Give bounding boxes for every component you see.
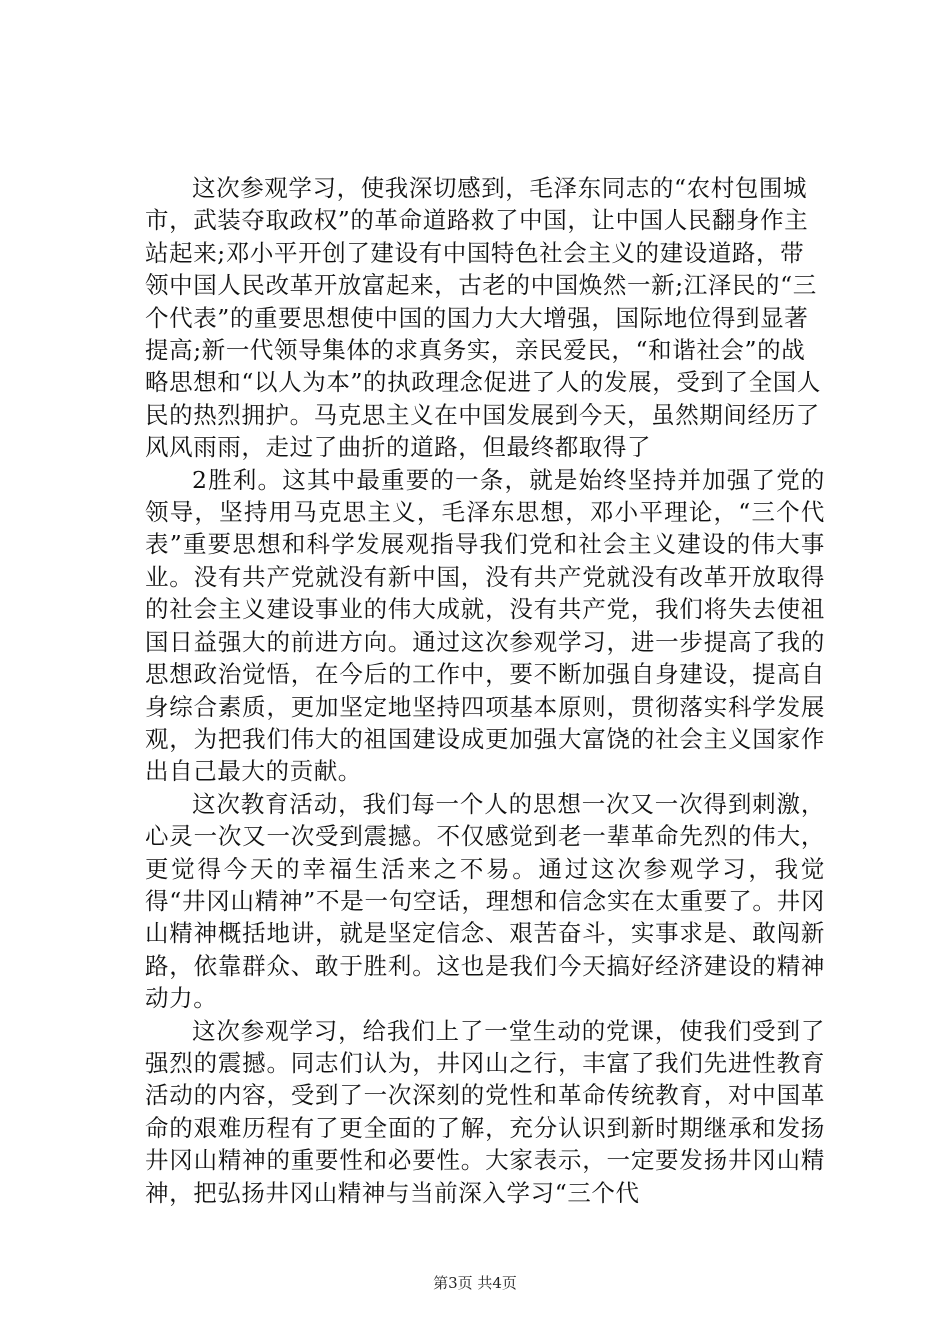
- paragraph-4: 这次参观学习，给我们上了一堂生动的党课，使我们受到了强烈的震撼。同志们认为，井冈山之行，丰富了我们先进性教育活动的内容，受到了一次深刻的党性和革命传统教育，对中国革命的艰难历程有了更全面的了解，充分认识到新时期继承和发扬井冈山精神的重要性和必要性。大家表示，一定要发扬井冈山精神，把弘扬井冈山精神与当前深入学习“三个代: [145, 1016, 825, 1207]
- page-number-footer: 第3页 共4页: [433, 1274, 517, 1292]
- paragraph-3: 这次教育活动，我们每一个人的思想一次又一次得到刺激，心灵一次又一次受到震撼。不仅感觉到老一辈革命先烈的伟大，更觉得今天的幸福生活来之不易。通过这次参观学习，我觉得“井冈山精神”不是一句空话，理想和信念实在太重要了。井冈山精神概括地讲，就是坚定信念、艰苦奋斗，实事求是、敢闯新路，依靠群众、敢于胜利。这也是我们今天搞好经济建设的精神动力。: [145, 789, 825, 1013]
- paragraph-2: 2胜利。这其中最重要的一条，就是始终坚持并加强了党的领导，坚持用马克思主义，毛泽东思想，邓小平理论，“三个代表”重要思想和科学发展观指导我们党和社会主义建设的伟大事业。没有共产党就没有新中国，没有共产党就没有改革开放取得的社会主义建设事业的伟大成就，没有共产党，我们将失去使祖国日益强大的前进方向。通过这次参观学习，进一步提高了我的思想政治觉悟，在今后的工作中，要不断加强自身建设，提高自身综合素质，更加坚定地坚持四项基本原则，贯彻落实科学发展观，为把我们伟大的祖国建设成更加强大富饶的社会主义国家作出自己最大的贡献。: [145, 465, 825, 786]
- document-body: [145, 172, 825, 1209]
- paragraph-1: 这次参观学习，使我深切感到，毛泽东同志的“农村包围城市，武装夺取政权”的革命道路救了中国，让中国人民翻身作主站起来;邓小平开创了建设有中国特色社会主义的建设道路，带领中国人民改革开放富起来，古老的中国焕然一新;江泽民的“三个代表”的重要思想使中国的国力大大增强，国际地位得到显著提高;新一代领导集体的求真务实，亲民爱民，“和谐社会”的战略思想和“以人为本”的执政理念促进了人的发展，受到了全国人民的热烈拥护。马克思主义在中国发展到今天，虽然期间经历了风风雨雨，走过了曲折的道路，但最终都取得了: [145, 174, 821, 462]
